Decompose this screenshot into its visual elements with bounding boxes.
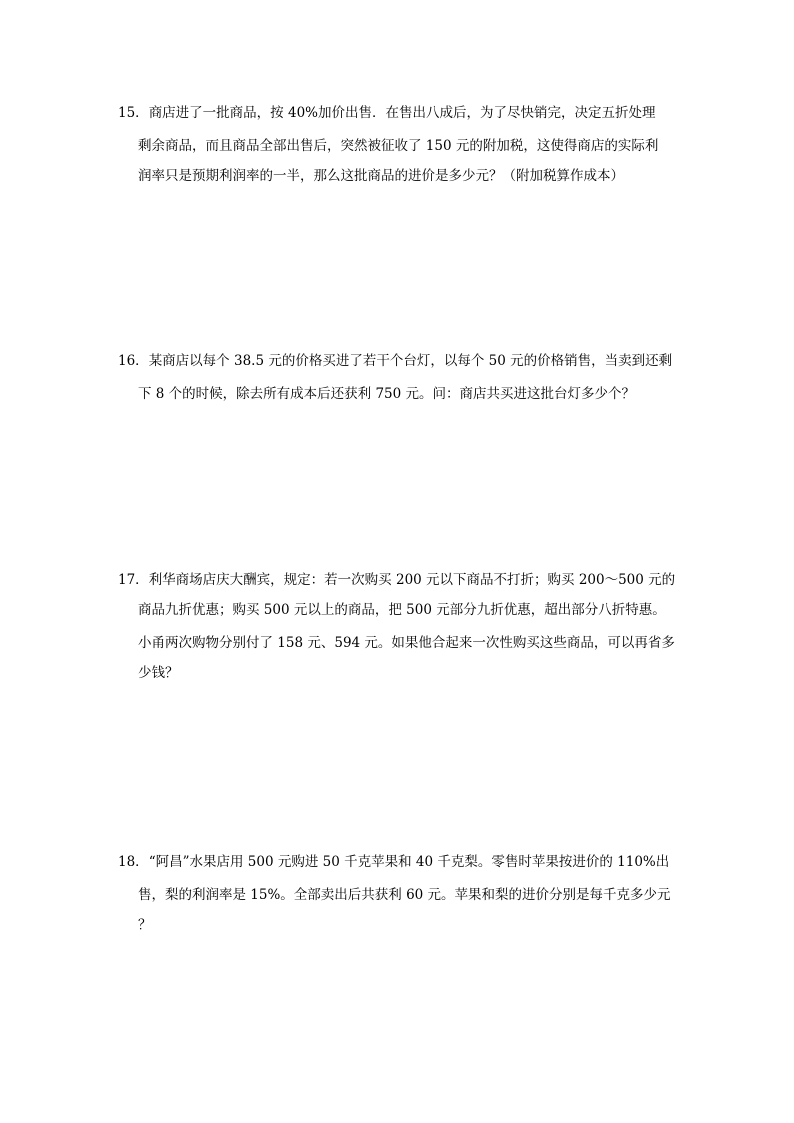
question-15-line-2: 剩余商品，而且商品全部出售后，突然被征收了 150 元的附加税，这使得商店的实际利 [138, 138, 659, 154]
question-15-number: 15． [118, 105, 149, 121]
question-16-line-2: 下 8 个的时候，除去所有成本后还获利 750 元。问：商店共买进这批台灯多少个？ [138, 386, 636, 402]
question-17-number: 17． [118, 572, 149, 588]
question-18-text-1: “阿昌”水果店用 500 元购进 50 千克苹果和 40 千克梨。零售时苹果按进价的 110%出 [148, 854, 670, 870]
question-18-line-1 [118, 852, 669, 872]
question-15-text-1: 商店进了一批商品，按 40%加价出售．在售出八成后，为了尽快销完，决定五折处理 [148, 105, 656, 121]
question-18-number: 18． [118, 854, 149, 870]
question-17-line-2: 商品九折优惠；购买 500 元以上的商品，把 500 元部分九折优惠，超出部分八折特惠。 [138, 602, 666, 618]
question-15-line-1 [118, 103, 655, 123]
question-16-text-1: 某商店以每个 38.5 元的价格买进了若干个台灯，以每个 50 元的价格销售，当卖到还剩 [148, 353, 673, 369]
question-18-line-2: 售，梨的利润率是 15%。全部卖出后共获利 60 元。苹果和梨的进价分别是每千克多少元 [138, 887, 671, 903]
question-16-line-1 [118, 351, 672, 371]
question-17-line-1 [118, 570, 675, 590]
question-16-number: 16． [118, 353, 149, 369]
question-17-line-3: 小甬两次购物分别付了 158 元、594 元。如果他合起来一次性购买这些商品，可以再省多 [138, 635, 675, 651]
question-18-line-3: ？ [138, 917, 152, 933]
question-17-line-4: 少钱？ [138, 665, 179, 681]
question-15-line-3: 润率只是预期利润率的一半，那么这批商品的进价是多少元？（附加税算作成本） [138, 168, 624, 184]
question-17-text-1: 利华商场店庆大酬宾，规定：若一次购买 200 元以下商品不打折；购买 200～500 元的 [148, 572, 676, 588]
